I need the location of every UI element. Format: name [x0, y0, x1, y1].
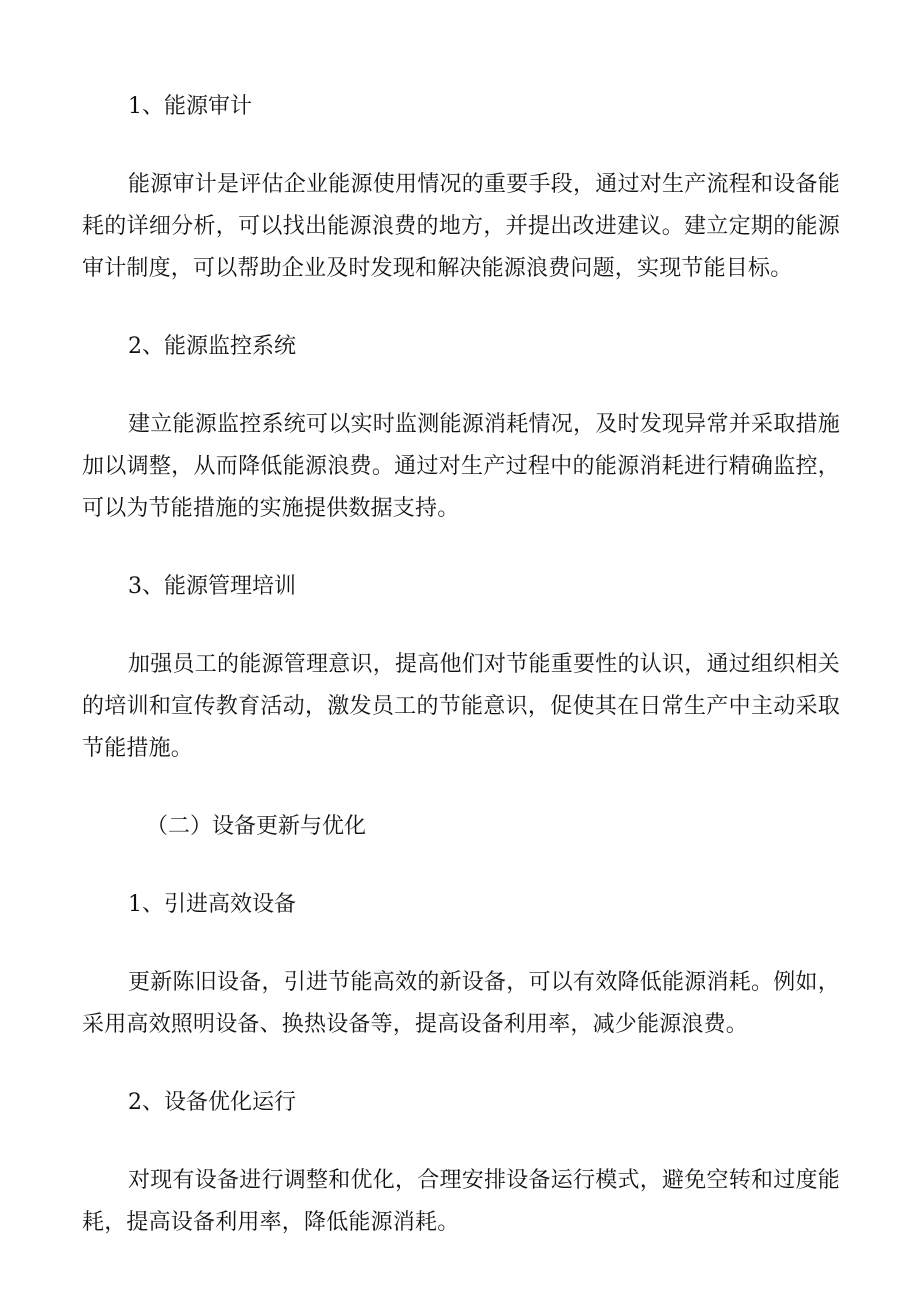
paragraph-equipment-optimization: 对现有设备进行调整和优化，合理安排设备运行模式，避免空转和过度能耗，提高设备利用率，降低能源消耗。 [82, 1168, 840, 1235]
spacer [82, 1124, 840, 1160]
heading-energy-audit: 1、能源审计 [128, 94, 252, 119]
spacer [82, 368, 840, 404]
spacer [82, 1046, 840, 1082]
spacer [82, 128, 840, 164]
spacer [82, 290, 840, 326]
heading-equipment-optimization: 2、设备优化运行 [128, 1090, 296, 1115]
spacer [82, 608, 840, 644]
paragraph-energy-monitoring: 建立能源监控系统可以实时监测能源消耗情况，及时发现异常并采取措施加以调整，从而降低能源浪费。通过对生产过程中的能源消耗进行精确监控，可以为节能措施的实施提供数据支持。 [82, 412, 840, 521]
heading-efficient-equipment: 1、引进高效设备 [128, 892, 296, 917]
heading-energy-training: 3、能源管理培训 [128, 574, 296, 599]
spacer [82, 926, 840, 962]
spacer [82, 530, 840, 566]
section-heading-equipment: （二）设备更新与优化 [146, 814, 367, 839]
heading-energy-monitoring: 2、能源监控系统 [128, 334, 296, 359]
spacer [82, 770, 840, 806]
paragraph-efficient-equipment: 更新陈旧设备，引进节能高效的新设备，可以有效降低能源消耗。例如，采用高效照明设备、换热设备等，提高设备利用率，减少能源浪费。 [82, 970, 840, 1037]
paragraph-energy-training: 加强员工的能源管理意识，提高他们对节能重要性的认识，通过组织相关的培训和宣传教育活动，激发员工的节能意识，促使其在日常生产中主动采取节能措施。 [82, 652, 840, 761]
document-page [82, 86, 840, 1244]
spacer [82, 848, 840, 884]
paragraph-energy-audit: 能源审计是评估企业能源使用情况的重要手段，通过对生产流程和设备能耗的详细分析，可以找出能源浪费的地方，并提出改进建议。建立定期的能源审计制度，可以帮助企业及时发现和解决能源浪费问题，实现节能目标。 [82, 172, 840, 281]
